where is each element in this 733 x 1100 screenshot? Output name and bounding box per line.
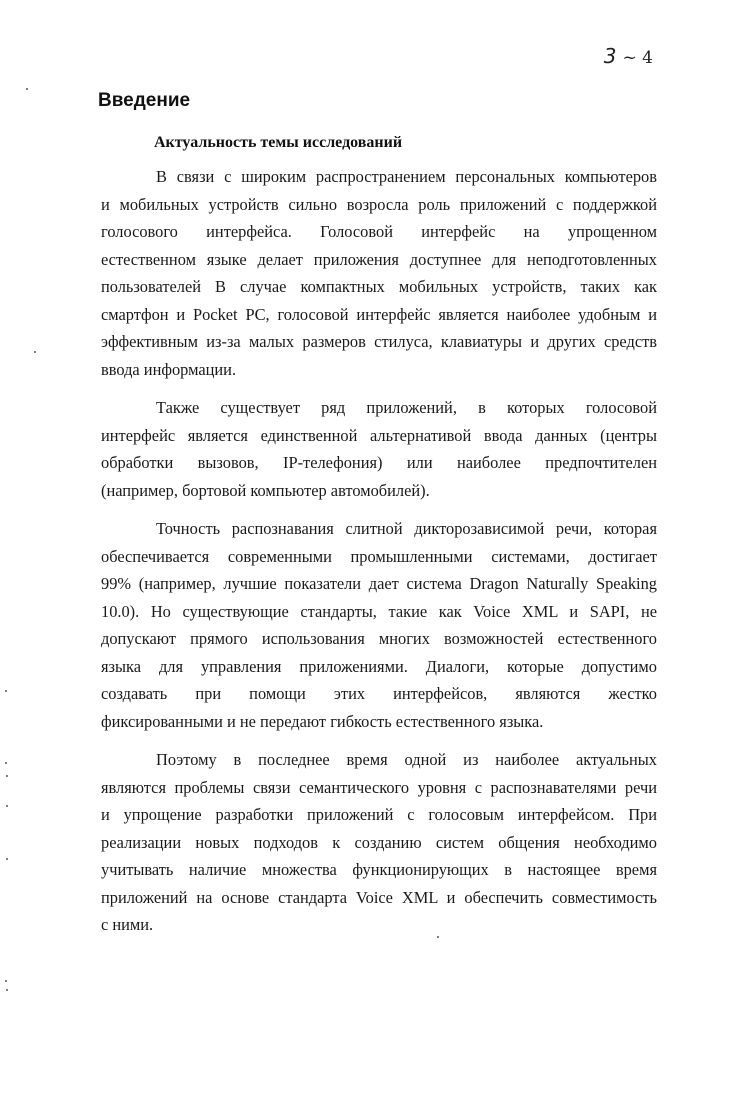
text-line: 10.0). Но существующие стандарты, такие как Voice XML и SAPI, не	[101, 601, 657, 621]
text-line: естественном языке делает приложения доступнее для неподготовленных	[101, 249, 657, 269]
scan-speck	[437, 936, 439, 938]
text-line: 99% (например, лучшие показатели дает система Dragon Naturally Speaking	[101, 574, 657, 593]
scan-speck	[5, 762, 7, 764]
text-line: обеспечивается современными промышленными системами, достигает	[101, 546, 657, 566]
scan-speck	[6, 989, 8, 991]
text-line: с ними.	[101, 915, 154, 934]
text-line: являются проблемы связи семантического уровня с распознавателями речи	[101, 777, 657, 797]
text-line: ввода информации.	[101, 359, 237, 379]
scan-speck	[5, 980, 7, 982]
section-heading: Введение	[98, 90, 191, 111]
text-line: и мобильных устройств сильно возросла роль приложений с поддержкой	[101, 194, 657, 214]
text-line: (например, бортовой компьютер автомобилей).	[101, 480, 430, 500]
scan-speck	[6, 858, 8, 860]
text-line: интерфейс является единственной альтернативой ввода данных (центры	[101, 425, 657, 445]
text-line: языка для управления приложениями. Диалоги, которые допустимо	[101, 656, 657, 676]
text-line: учитывать наличие множества функционирующих в настоящее время	[101, 860, 657, 879]
subsection-heading: Актуальность темы исследований	[154, 134, 403, 151]
text-line: приложений на основе стандарта Voice XML и обеспечить совместимость	[101, 887, 657, 907]
handwritten-page-mark: 3	[603, 44, 617, 68]
text-line: фиксированными и не передают гибкость естественного языка.	[101, 711, 544, 731]
scan-speck	[6, 775, 8, 777]
text-line: эффективным из-за малых размеров стилуса, клавиатуры и других средств	[101, 332, 657, 351]
text-line: Поэтому в последнее время одной из наиболее актуальных	[156, 750, 657, 769]
scan-speck	[5, 690, 7, 692]
text-line: Также существует ряд приложений, в которых голосовой	[156, 398, 657, 417]
scan-speck	[6, 805, 8, 807]
page-number-separator: ~	[622, 48, 637, 68]
text-line: В связи с широким распространением персональных компьютеров	[156, 167, 657, 186]
text-line: и упрощение разработки приложений с голосовым интерфейсом. При	[101, 805, 657, 824]
text-line: реализации новых подходов к созданию систем общения необходимо	[101, 832, 657, 852]
scan-speck	[26, 88, 28, 90]
text-line: допускают прямого использования многих возможностей естественного	[101, 629, 657, 648]
page-number	[604, 44, 653, 68]
text-line: пользователей В случае компактных мобильных устройств, таких как	[101, 277, 657, 296]
text-line: создавать при помощи этих интерфейсов, являются жестко	[101, 684, 657, 703]
text-line: голосового интерфейса. Голосовой интерфейс на упрощенном	[101, 222, 657, 241]
text-line: смартфон и Pocket PC, голосовой интерфейс является наиболее удобным и	[101, 304, 657, 324]
body-text	[101, 163, 657, 939]
text-line: Точность распознавания слитной дикторозависимой речи, которая	[156, 519, 657, 538]
scan-speck	[34, 351, 36, 353]
text-line: обработки вызовов, IP-телефония) или наиболее предпочтителен	[101, 453, 657, 472]
printed-page-number: 4	[642, 48, 653, 68]
